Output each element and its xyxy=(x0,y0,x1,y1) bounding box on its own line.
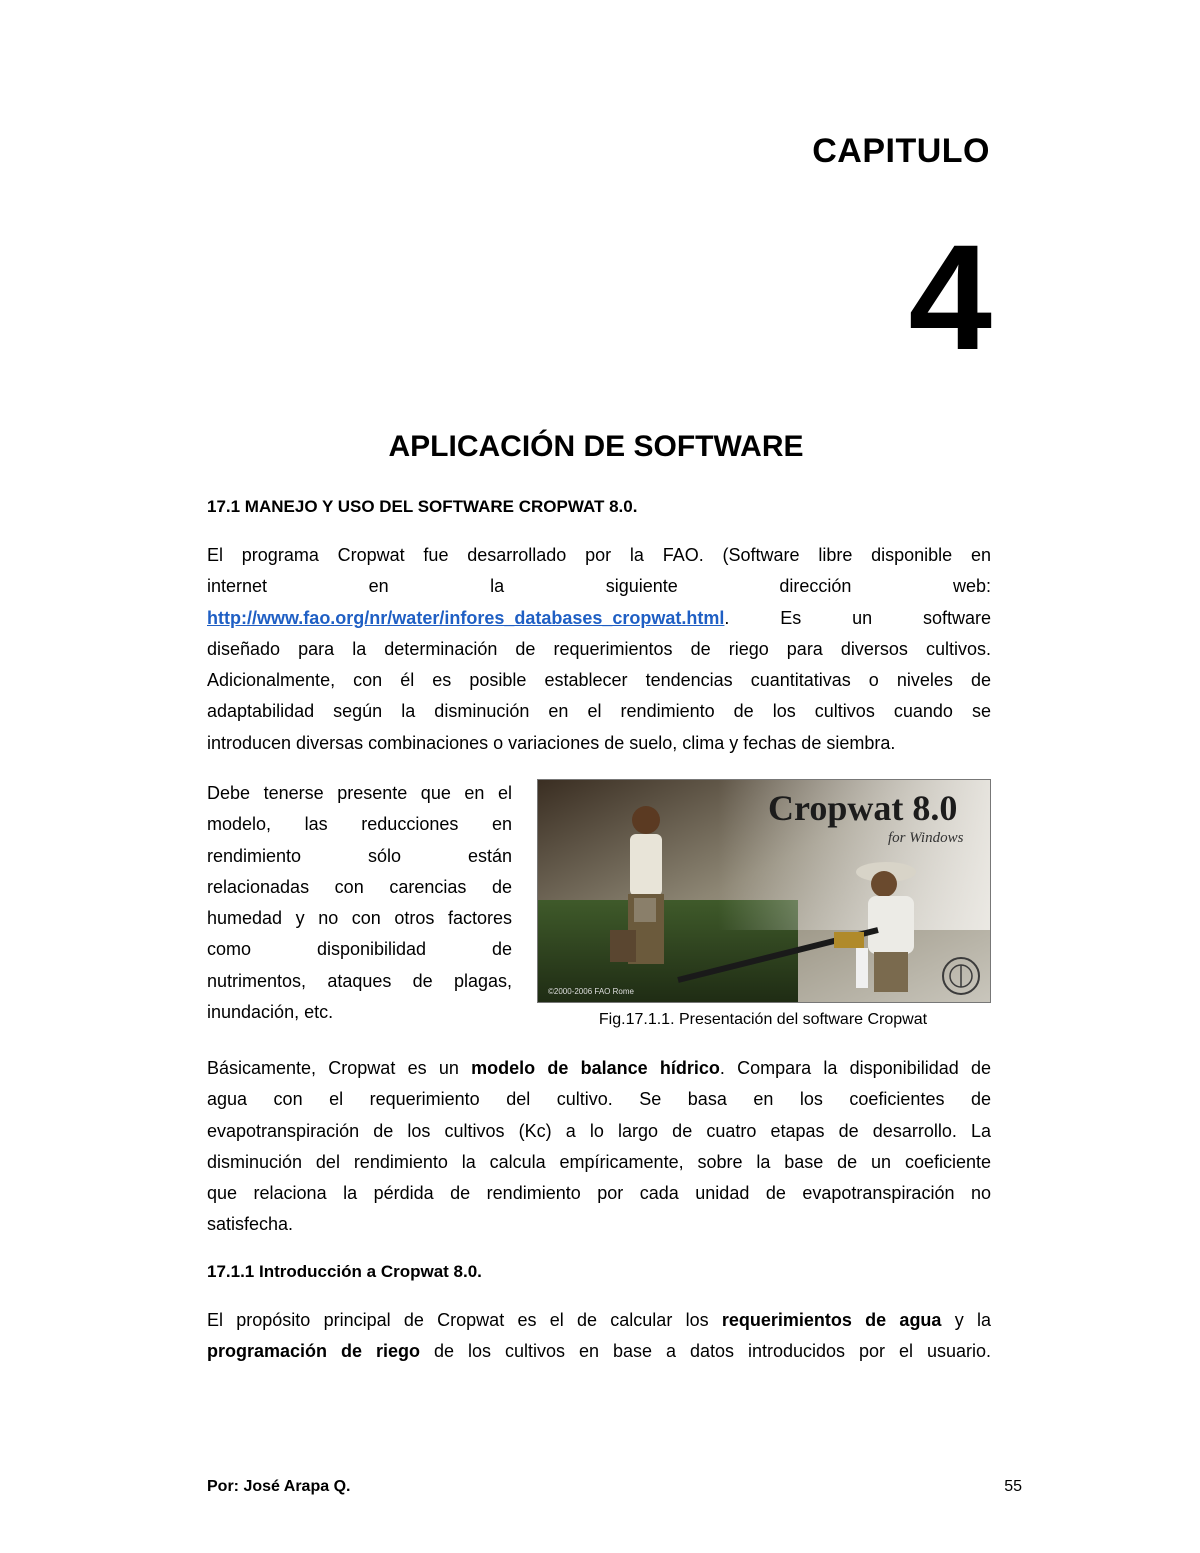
text-fragment: . Compara la disponibilidad de xyxy=(719,1058,991,1078)
water-balance-paragraph xyxy=(207,1053,991,1241)
bold-term: modelo de balance hídrico xyxy=(471,1058,720,1078)
footer-author: Por: José Arapa Q. xyxy=(207,1478,351,1495)
chapter-label: CAPITULO xyxy=(812,132,990,170)
splash-illustration xyxy=(538,780,990,1002)
text-line: que relaciona la pérdida de rendimiento por cada unidad de evapotranspiración no xyxy=(207,1183,991,1204)
text-line: internet en la siguiente dirección web: xyxy=(207,576,991,597)
splash-subtitle: for Windows xyxy=(888,830,964,846)
text-line: adaptabilidad según la disminución en el rendimiento de los cultivos cuando se xyxy=(207,701,991,722)
figure-caption: Fig.17.1.1. Presentación del software Cropwat xyxy=(598,1011,928,1028)
text-line: introducen diversas combinaciones o variaciones de suelo, clima y fechas de siembra. xyxy=(207,732,896,753)
section-heading: 17.1 MANEJO Y USO DEL SOFTWARE CROPWAT 8.0. xyxy=(207,497,638,516)
cropwat-splash-image xyxy=(537,779,991,1003)
page-number: 55 xyxy=(1004,1478,1022,1495)
text-line: evapotranspiración de los cultivos (Kc) a lo largo de cuatro etapas de desarrollo. La xyxy=(207,1120,991,1141)
text-line: humedad y no con otros factores xyxy=(207,908,512,929)
subsection-heading: 17.1.1 Introducción a Cropwat 8.0. xyxy=(207,1262,482,1281)
text-line: satisfecha. xyxy=(207,1214,294,1235)
text-line: diseñado para la determinación de requerimientos de riego para diversos cultivos. xyxy=(207,638,991,659)
purpose-paragraph xyxy=(207,1305,991,1368)
text-fragment: de los cultivos en base a datos introducidos por el usuario. xyxy=(420,1341,992,1362)
text-line xyxy=(207,603,991,634)
text-fragment: . Es un software xyxy=(724,607,991,628)
text-line: rendimiento sólo están xyxy=(207,845,512,866)
text-line: El programa Cropwat fue desarrollado por la FAO. (Software libre disponible en xyxy=(207,545,991,565)
text-fragment: y la xyxy=(941,1310,991,1330)
text-fragment: El propósito principal de Cropwat es el de calcular los xyxy=(207,1310,722,1330)
text-line: agua con el requerimiento del cultivo. Se basa en los coeficientes de xyxy=(207,1089,991,1110)
text-line: inundación, etc. xyxy=(207,1002,334,1023)
model-note-paragraph xyxy=(207,778,512,1028)
intro-paragraph xyxy=(207,540,991,759)
text-line xyxy=(207,1336,991,1367)
text-fragment: Básicamente, Cropwat es un xyxy=(207,1058,472,1078)
chapter-title: APLICACIÓN DE SOFTWARE xyxy=(388,430,804,463)
text-line: como disponibilidad de xyxy=(207,939,512,960)
text-line xyxy=(207,1053,991,1084)
cropwat-download-link[interactable]: http://www.fao.org/nr/water/infores_databases_cropwat.html xyxy=(207,607,725,628)
text-line: modelo, las reducciones en xyxy=(207,814,512,835)
text-line: nutrimentos, ataques de plagas, xyxy=(207,970,512,991)
text-line: relacionadas con carencias de xyxy=(207,876,512,897)
bold-term: requerimientos de agua xyxy=(721,1310,942,1330)
bold-term: programación de riego xyxy=(207,1341,420,1362)
text-line: Adicionalmente, con él es posible establecer tendencias cuantitativas o niveles de xyxy=(207,670,991,691)
text-line: disminución del rendimiento la calcula empíricamente, sobre la base de un coeficiente xyxy=(207,1151,991,1172)
chapter-number: 4 xyxy=(908,213,992,381)
splash-copyright: ©2000-2006 FAO Rome xyxy=(548,987,634,996)
splash-title: Cropwat 8.0 xyxy=(768,788,958,828)
text-line: Debe tenerse presente que en el xyxy=(207,783,512,803)
text-line xyxy=(207,1305,991,1336)
